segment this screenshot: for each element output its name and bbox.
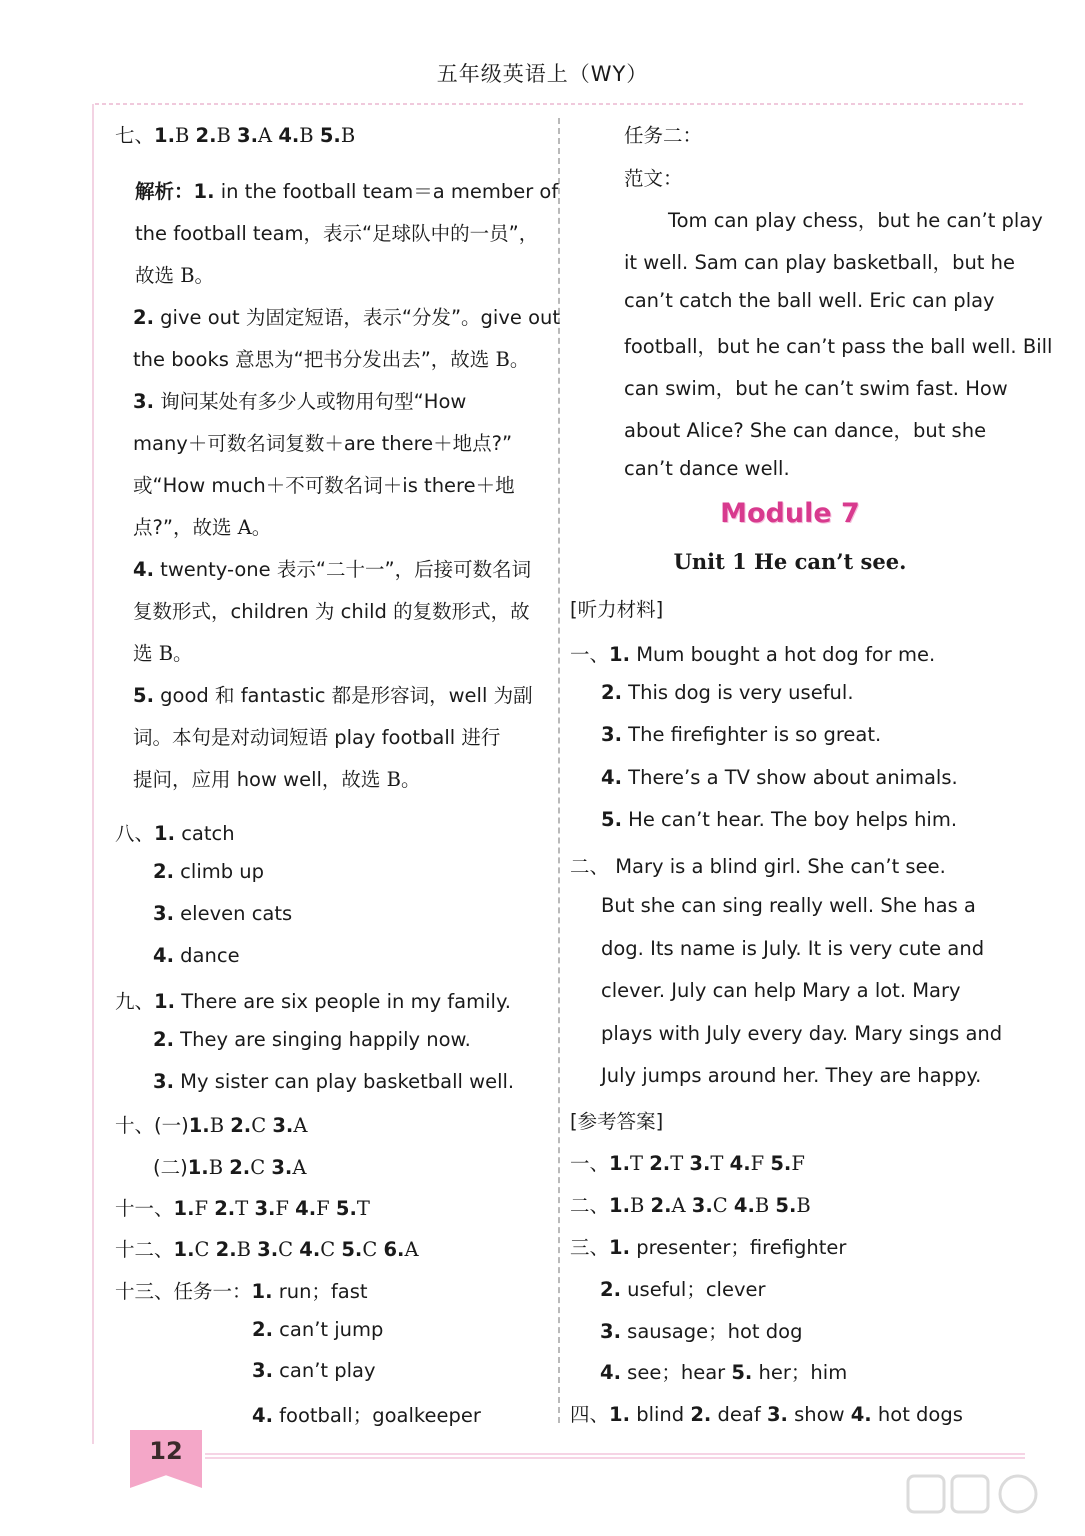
text-run: C (251, 1114, 273, 1137)
text-run: 2. (690, 1403, 712, 1426)
text-run: it well. Sam can play basketball，but he (624, 251, 1015, 274)
text-run: 1. (193, 180, 215, 203)
text-run: B。 (386, 768, 421, 791)
text-run: 4. (278, 124, 300, 147)
left-text-line (133, 554, 531, 582)
left-text-line (252, 1400, 481, 1428)
text-run: F (316, 1197, 336, 1220)
text-run: [参考答案] (570, 1110, 664, 1133)
text-run: A (671, 1194, 692, 1217)
text-run: 或“How much＋不可数名词＋is there＋地 (133, 474, 515, 497)
text-run: 1. (251, 1280, 273, 1303)
text-run: 1. (609, 643, 630, 666)
right-text-line (624, 289, 995, 312)
right-text-line (570, 1148, 805, 1176)
text-run: 5. (601, 808, 622, 831)
text-run: B (175, 124, 196, 147)
right-text-line (624, 457, 790, 480)
page-number: 12 (149, 1437, 183, 1465)
text-run: 3. (691, 1194, 713, 1217)
text-run: F (791, 1152, 805, 1175)
text-run: good 和 fantastic 都是形容词，well 为副 (153, 684, 533, 707)
text-run: Mum bought a hot dog for me. (630, 643, 936, 666)
text-run: 3. (271, 1156, 293, 1179)
text-run: 九、 (115, 990, 155, 1013)
text-run: There are six people in my family. (175, 990, 511, 1013)
text-run: 3. (257, 1238, 279, 1261)
watermark-logo (900, 1470, 1080, 1530)
text-run: T (670, 1152, 690, 1175)
left-text-line (135, 218, 538, 246)
text-run: 1. (609, 1152, 630, 1175)
text-run: 1. (154, 124, 175, 147)
text-run: show (787, 1403, 851, 1426)
text-run: C (278, 1238, 300, 1261)
text-run: C (194, 1238, 216, 1261)
right-text-line (624, 415, 986, 443)
left-text-line (115, 120, 355, 148)
text-run: 十一、 (115, 1197, 174, 1220)
text-run: T (710, 1152, 730, 1175)
text-run: 2. (229, 1156, 251, 1179)
text-run: 5. (770, 1152, 792, 1175)
text-run: 解析： (135, 180, 194, 203)
text-run: the football team，表示“足球队中的一员”， (135, 222, 539, 245)
text-run: 词。本句是对动词短语 play football 进行 (133, 726, 501, 749)
text-run: 2. (153, 1028, 174, 1051)
text-run: give out 为固定短语，表示“分发”。give out (153, 306, 561, 329)
left-text-line (133, 386, 466, 414)
right-text-line (570, 1190, 811, 1218)
text-run: climb up (173, 860, 265, 883)
right-text-line (624, 163, 683, 191)
footer-divider (205, 1453, 1025, 1459)
right-text-line (624, 247, 1015, 275)
text-run: dog. Its name is July. It is very cute and (601, 937, 985, 960)
left-text-line (133, 512, 271, 540)
text-run: 3. (600, 1320, 621, 1343)
right-text-line (600, 1316, 802, 1344)
left-text-line (115, 1234, 419, 1262)
left-text-line (153, 902, 292, 925)
right-text-line (601, 1022, 1002, 1045)
text-run: B。 (180, 264, 215, 287)
text-run: B (796, 1194, 811, 1217)
left-text-line (115, 986, 511, 1014)
left-text-line (133, 638, 193, 666)
text-run: 询问某处有多少人或物用句型“How (153, 390, 467, 413)
text-run: B (754, 1194, 776, 1217)
text-run: The firefighter is so great. (621, 723, 882, 746)
left-text-line (133, 596, 530, 624)
text-run: A (292, 1156, 307, 1179)
text-run: catch (175, 822, 235, 845)
text-run: 2. (214, 1197, 236, 1220)
text-run: can swim，but he can’t swim fast. How (624, 377, 1008, 400)
left-text-line (133, 680, 533, 708)
text-run: 3. (153, 902, 174, 925)
text-run: presenter；firefighter (630, 1236, 847, 1259)
text-run: 6. (383, 1238, 405, 1261)
text-run: 故选 (135, 264, 181, 287)
text-run: twenty-one 表示“二十一”，后接可数名词 (153, 558, 532, 581)
text-run: 2. (649, 1152, 671, 1175)
text-run: eleven cats (173, 902, 293, 925)
text-run: 四、 (570, 1403, 610, 1426)
text-run: 1. (173, 1238, 195, 1261)
text-run: 二、 (570, 1194, 610, 1217)
left-text-line (133, 302, 560, 330)
text-run: 提问，应用 how well，故选 (133, 768, 387, 791)
text-run: 3. (601, 723, 622, 746)
right-text-line (624, 120, 702, 148)
text-run: They are singing happily now. (173, 1028, 471, 1051)
text-run: My sister can play basketball well. (173, 1070, 515, 1093)
text-run: 一、 (570, 643, 610, 666)
text-run: 2. (230, 1114, 252, 1137)
text-run: 2. (133, 306, 154, 329)
text-run: 2. (600, 1278, 621, 1301)
text-run: 4. (295, 1197, 317, 1220)
text-run: (二) (153, 1156, 188, 1179)
text-run: 4. (729, 1152, 751, 1175)
left-text-line (153, 1070, 514, 1093)
text-run: 3. (237, 124, 259, 147)
text-run: 5. (319, 124, 341, 147)
text-run: 3. (153, 1070, 174, 1093)
text-run: see；hear (620, 1361, 732, 1384)
text-run: B (236, 1238, 258, 1261)
text-run: can’t jump (272, 1318, 384, 1341)
text-run: There’s a TV show about animals. (621, 766, 958, 789)
text-run: F (750, 1152, 771, 1175)
left-text-line (135, 176, 558, 204)
text-run: He can’t hear. The boy helps him. (621, 808, 958, 831)
text-run: hot dogs (871, 1403, 963, 1426)
right-text-line (601, 1064, 981, 1087)
text-run: 3. (252, 1359, 273, 1382)
left-text-line (133, 764, 420, 792)
text-run: B (630, 1194, 651, 1217)
text-run: But she can sing really well. She has a (601, 894, 976, 917)
left-text-line (133, 470, 515, 498)
text-run: 1. (609, 1236, 630, 1259)
right-text-line (601, 808, 957, 831)
text-run: can’t play (272, 1359, 376, 1382)
right-text-line (601, 979, 961, 1002)
text-run: C (362, 1238, 384, 1261)
text-run: F (194, 1197, 215, 1220)
right-text-line (601, 723, 881, 746)
right-text-line (600, 1274, 766, 1302)
text-run: A。 (237, 516, 272, 539)
header-divider (95, 103, 1025, 105)
text-run: 3. (766, 1403, 788, 1426)
text-run: 复数形式，children 为 child 的复数形式，故 (133, 600, 530, 623)
right-text-line (601, 894, 976, 917)
text-run: about Alice? She can dance，but she (624, 419, 987, 442)
text-run: 4. (153, 944, 174, 967)
right-text-line (601, 766, 958, 789)
text-run: useful；clever (620, 1278, 766, 1301)
text-run: A (258, 124, 279, 147)
text-run: 任务二： (624, 124, 703, 147)
text-run: run；fast (272, 1280, 368, 1303)
text-run: 一、 (570, 1152, 610, 1175)
text-run: can’t catch the ball well. Eric can play (624, 289, 995, 312)
text-run: A (404, 1238, 419, 1261)
text-run: 5. (341, 1238, 363, 1261)
text-run: Tom can play chess，but he can’t play (668, 209, 1043, 232)
text-run: 1. (173, 1197, 195, 1220)
text-run: 1. (154, 990, 175, 1013)
text-run: in the football team＝a member of (214, 180, 559, 203)
text-run: 七、 (115, 124, 155, 147)
text-run: B (340, 124, 356, 147)
left-text-line (115, 1110, 307, 1138)
text-run: 3. (689, 1152, 711, 1175)
text-run: her；him (752, 1361, 848, 1384)
page-header: 五年级英语上（WY） (436, 62, 649, 86)
text-run: B (216, 124, 238, 147)
text-run: 1. (187, 1156, 209, 1179)
right-text-line (624, 331, 1052, 359)
text-run: can’t dance well. (624, 457, 790, 480)
right-text-line (624, 373, 1008, 401)
text-run: 1. (154, 822, 175, 845)
text-run: C (712, 1194, 734, 1217)
text-run: B (208, 1156, 230, 1179)
text-run: 八、 (115, 822, 155, 845)
text-run: the books 意思为“把书分发出去”，故选 (133, 348, 496, 371)
text-run: 三、 (570, 1236, 610, 1259)
text-run: T (630, 1152, 650, 1175)
text-run: 5. (133, 684, 154, 707)
module-title: Module 7 (720, 498, 860, 529)
text-run: clever. July can help Mary a lot. Mary (601, 979, 961, 1002)
text-run: 4. (252, 1404, 273, 1427)
text-run: A (293, 1114, 308, 1137)
text-run: 选 (133, 642, 159, 665)
text-run: 十、(一) (115, 1114, 189, 1137)
text-run: football，but he can’t pass the ball well. Bill (624, 335, 1053, 358)
text-run: B。 (495, 348, 530, 371)
text-run: sausage；hot dog (620, 1320, 803, 1343)
right-text-line (570, 1106, 663, 1134)
right-text-line (668, 205, 1043, 233)
text-run: 4. (299, 1238, 321, 1261)
right-text-line (570, 851, 946, 879)
right-text-line (600, 1357, 847, 1385)
text-run: 3. (254, 1197, 276, 1220)
text-run: 十二、 (115, 1238, 174, 1261)
text-run: 2. (601, 681, 622, 704)
text-run: C (320, 1238, 342, 1261)
left-text-line (133, 428, 512, 456)
text-run: 2. (153, 860, 174, 883)
left-text-line (133, 344, 529, 372)
text-run: 2. (215, 1238, 237, 1261)
text-run: 4. (133, 558, 154, 581)
text-run: 3. (272, 1114, 294, 1137)
left-text-line (115, 818, 235, 846)
left-margin-line (92, 104, 94, 1444)
right-text-line (570, 1232, 846, 1260)
text-run: 3. (133, 390, 154, 413)
text-run: dance (173, 944, 240, 967)
unit-title: Unit 1 He can’t see. (673, 549, 907, 574)
right-text-line (570, 1399, 963, 1427)
text-run: 4. (733, 1194, 755, 1217)
left-text-line (115, 1276, 368, 1304)
text-run: 5. (775, 1194, 797, 1217)
text-run: 范文： (624, 167, 683, 190)
text-run: 2. (252, 1318, 273, 1341)
text-run: 点?”，故选 (133, 516, 238, 539)
text-run: 5. (335, 1197, 357, 1220)
text-run: F (275, 1197, 296, 1220)
text-run: T (356, 1197, 370, 1220)
text-run: blind (630, 1403, 691, 1426)
text-run: July jumps around her. They are happy. (601, 1064, 982, 1087)
text-run: 5. (731, 1361, 753, 1384)
text-run: C (250, 1156, 272, 1179)
text-run: many＋可数名词复数＋are there＋地点?” (133, 432, 513, 455)
left-text-line (115, 1193, 370, 1221)
text-run: football；goalkeeper (272, 1404, 481, 1427)
text-run: B (209, 1114, 231, 1137)
text-run: 1. (609, 1403, 630, 1426)
text-run: 2. (195, 124, 217, 147)
left-text-line (135, 260, 214, 288)
left-text-line (133, 722, 500, 750)
text-run: 二、 Mary is a blind girl. She can’t see. (570, 855, 946, 878)
text-run: T (235, 1197, 255, 1220)
text-run: 1. (188, 1114, 210, 1137)
left-text-line (252, 1359, 376, 1382)
text-run: 2. (650, 1194, 672, 1217)
text-run: 1. (609, 1194, 630, 1217)
right-text-line (570, 639, 935, 667)
left-text-line (153, 944, 240, 967)
text-run: 十三、任务一： (115, 1280, 252, 1303)
left-text-line (153, 1152, 306, 1180)
text-run: This dog is very useful. (621, 681, 854, 704)
text-run: 4. (600, 1361, 621, 1384)
text-run: plays with July every day. Mary sings and (601, 1022, 1003, 1045)
text-run: 4. (850, 1403, 872, 1426)
text-run: deaf (711, 1403, 767, 1426)
left-text-line (153, 860, 264, 883)
left-text-line (153, 1028, 471, 1051)
right-text-line (601, 937, 984, 960)
left-text-line (252, 1318, 383, 1341)
text-run: 4. (601, 766, 622, 789)
text-run: B (299, 124, 320, 147)
listening-material-label: [听力材料] (570, 598, 664, 621)
right-text-line (601, 681, 854, 704)
text-run: B。 (158, 642, 193, 665)
